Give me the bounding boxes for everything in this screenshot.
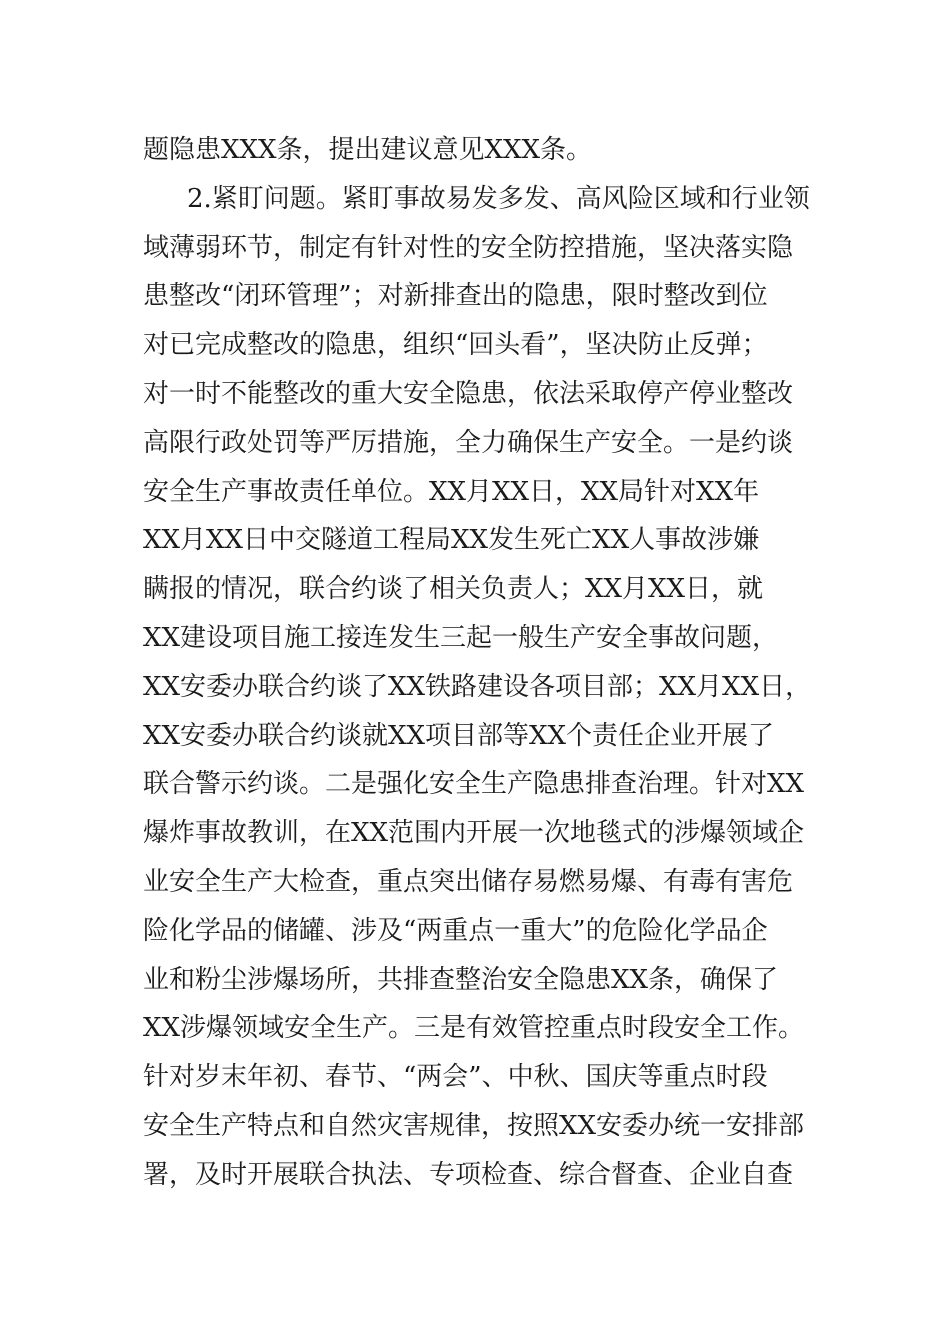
text-line: 患整改“闭环管理”；对新排查出的隐患，限时整改到位 [143, 281, 768, 312]
text-line: XX建设项目施工接连发生三起一般生产安全事故问题， [143, 622, 779, 653]
text-line: 险化学品的储罐、涉及“两重点一重大”的危险化学品企 [143, 915, 768, 946]
text-line: 安全生产事故责任单位。XX月XX日，XX局针对XX年 [143, 476, 760, 507]
text-line: 业和粉尘涉爆场所，共排查整治安全隐患XX条，确保了 [143, 964, 779, 995]
text-line: XX安委办联合约谈了XX铁路建设各项目部；XX月XX日， [143, 671, 812, 702]
text-line: 对一时不能整改的重大安全隐患，依法采取停产停业整改 [143, 378, 794, 409]
text-line: XX安委办联合约谈就XX项目部等XX个责任企业开展了 [143, 720, 775, 751]
text-line: 瞒报的情况，联合约谈了相关负责人；XX月XX日，就 [143, 574, 764, 605]
text-line: 域薄弱环节，制定有针对性的安全防控措施，坚决落实隐 [143, 232, 794, 263]
text-line: 针对岁末年初、春节、“两会”、中秋、国庆等重点时段 [143, 1062, 768, 1093]
body-text [143, 126, 823, 1200]
paragraph-start-line: 2.紧盯问题。紧盯事故易发多发、高风险区域和行业领 [187, 183, 810, 214]
text-line: 高限行政处罚等严厉措施，全力确保生产安全。一是约谈 [143, 427, 794, 458]
text-line: XX月XX日中交隧道工程局XX发生死亡XX人事故涉嫌 [143, 525, 760, 556]
text-line: 安全生产特点和自然灾害规律，按照XX安委办统一安排部 [143, 1110, 805, 1141]
text-line: 题隐患XXX条，提出建议意见XXX条。 [143, 135, 593, 165]
text-line: 联合警示约谈。二是强化安全生产隐患排查治理。针对XX [143, 769, 805, 800]
text-line: XX涉爆领域安全生产。三是有效管控重点时段安全工作。 [143, 1013, 805, 1044]
text-line: 爆炸事故教训，在XX范围内开展一次地毯式的涉爆领域企 [143, 818, 805, 849]
text-line: 业安全生产大检查，重点突出储存易燃易爆、有毒有害危 [143, 866, 794, 897]
text-line: 对已完成整改的隐患，组织“回头看”，坚决防止反弹； [143, 330, 768, 361]
text-line: 署，及时开展联合执法、专项检查、综合督查、企业自查 [143, 1159, 794, 1190]
